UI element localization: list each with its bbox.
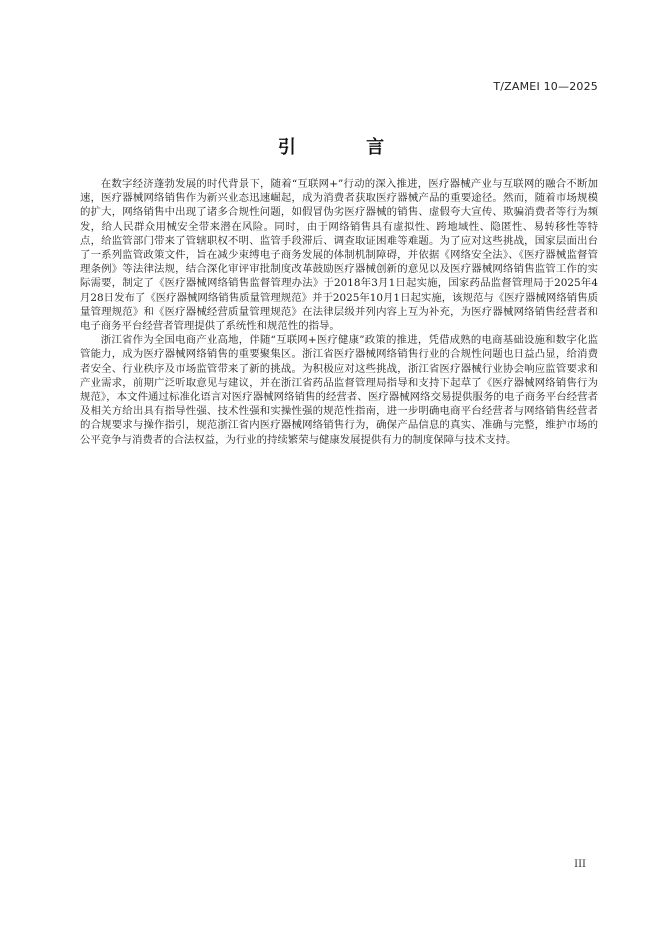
introduction-body	[80, 177, 598, 447]
paragraph: 在数字经济蓬勃发展的时代背景下，随着“互联网+”行动的深入推进，医疗器械产业与互联网的融合不断加速，医疗器械网络销售作为新兴业态迅速崛起，成为消费者获取医疗器械产品的重要途径。然而，随着市场规模的扩大，网络销售中出现了诸多合规性问题，如假冒伪劣医疗器械的销售、虚假夸大宣传、欺骗消费者等行为频发，给人民群众用械安全带来潜在风险。同时，由于网络销售具有虚拟性、跨地域性、隐匿性、易转移性等特点，给监管部门带来了管辖职权不明、监管手段滞后、调查取证困难等难题。为了应对这些挑战，国家层面出台了一系列监管政策文件，旨在减少束缚电子商务发展的体制机制障碍，并依据《网络安全法》、《医疗器械监督管理条例》等法律法规，结合深化审评审批制度改革鼓励医疗器械创新的意见以及医疗器械网络销售监管工作的实际需要，制定了《医疗器械网络销售监督管理办法》于2018年3月1日起实施，国家药品监督管理局于2025年4月28日发布了《医疗器械网络销售质量管理规范》并于2025年10月1日起实施，该规范与《医疗器械网络销售质量管理规范》和《医疗器械经营质量管理规范》在法律层级并列内容上互为补充，为医疗器械网络销售经营者和电子商务平台经营者管理提供了系统性和规范性的指导。	[80, 178, 598, 333]
paragraph: 浙江省作为全国电商产业高地，伴随“互联网+医疗健康”政策的推进，凭借成熟的电商基础设施和数字化监管能力，成为医疗器械网络销售的重要聚集区。浙江省医疗器械网络销售行业的合规性问题也日益凸显，给消费者安全、行业秩序及市场监管带来了新的挑战。为积极应对这些挑战，浙江省医疗器械行业协会响应监管要求和产业需求，前期广泛听取意见与建议，并在浙江省药品监督管理局指导和支持下起草了《医疗器械网络销售行为规范》，本文件通过标准化语言对医疗器械网络销售的经营者、医疗器械网络交易提供服务的电子商务平台经营者及相关方给出具有指导性强、技术性强和实操性强的规范性指南，进一步明确电商平台经营者与网络销售经营者的合规要求与操作指引，规范浙江省内医疗器械网络销售行为，确保产品信息的真实、准确与完整，维护市场的公平竞争与消费者的合法权益，为行业的持续繁荣与健康发展提供有力的制度保障与技术支持。	[80, 334, 598, 446]
page-title: 引 言	[277, 137, 417, 158]
document-code: T/ZAMEI 10—2025	[493, 80, 598, 93]
page-number: III	[574, 859, 586, 870]
